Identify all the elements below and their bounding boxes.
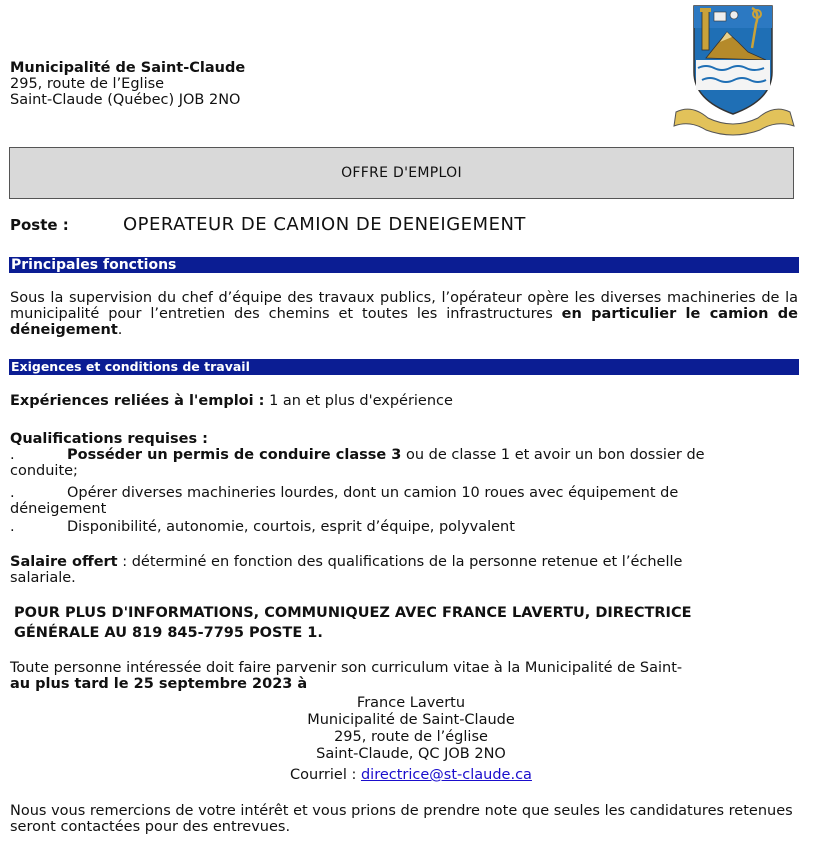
application-deadline: au plus tard le 25 septembre 2023 à bbox=[10, 676, 308, 692]
contact-city: Saint-Claude, QC JOB 2NO bbox=[316, 746, 506, 762]
contact-email-line bbox=[0, 767, 822, 784]
qualification-item bbox=[10, 447, 770, 479]
job-offer-title-box: OFFRE D'EMPLOI bbox=[9, 147, 794, 199]
contact-name: France Lavertu bbox=[356, 695, 466, 711]
bullet-marker: . bbox=[10, 447, 15, 463]
qualification-bold: Posséder un permis de conduire classe 3 bbox=[67, 447, 402, 463]
qualification-item bbox=[10, 485, 770, 517]
contact-organization: Municipalité de Saint-Claude bbox=[307, 712, 515, 728]
qualification-text: Disponibilité, autonomie, courtois, esprit d’équipe, polyvalent bbox=[67, 519, 515, 535]
salary-label: Salaire offert bbox=[10, 554, 118, 570]
application-paragraph bbox=[10, 660, 798, 692]
functions-text: Sous la supervision du chef d’équipe des travaux publics, l’opérateur opère les diverses machineries de la municipalité pour l’entretien des chemins et toutes les infrastructures bbox=[10, 290, 798, 322]
address-line-2: Saint-Claude (Québec) JOB 2NO bbox=[10, 92, 241, 108]
salary-line bbox=[10, 554, 750, 586]
bullet-marker: . bbox=[10, 519, 15, 535]
qualification-item bbox=[10, 519, 770, 535]
section-heading-functions: Principales fonctions bbox=[9, 257, 799, 273]
contact-street: 295, route de l’église bbox=[334, 729, 488, 745]
municipality-name: Municipalité de Saint-Claude bbox=[10, 60, 246, 76]
qualification-text: ou de classe 1 et avoir un bon dossier de conduite; bbox=[10, 447, 705, 479]
functions-paragraph bbox=[10, 290, 798, 338]
information-line-2: GÉNÉRALE AU 819 845-7795 POSTE 1. bbox=[14, 625, 323, 641]
functions-text-end: . bbox=[117, 322, 123, 338]
contact-block bbox=[0, 695, 822, 784]
municipality-coat-of-arms-logo bbox=[672, 2, 800, 138]
section-heading-requirements: Exigences et conditions de travail bbox=[9, 359, 799, 375]
experience-line bbox=[10, 393, 798, 409]
address-line-1: 295, route de l’Eglise bbox=[10, 76, 165, 92]
salary-text: : déterminé en fonction des qualifications de la personne retenue et l’échelle salariale. bbox=[10, 554, 683, 586]
application-text: Toute personne intéressée doit faire parvenir son curriculum vitae à la Municipalité de Saint- bbox=[10, 660, 683, 676]
email-label: Courriel : bbox=[290, 767, 357, 783]
position-label: Poste : bbox=[10, 216, 69, 234]
municipality-address bbox=[10, 60, 245, 108]
experience-value: 1 an et plus d'expérience bbox=[269, 393, 453, 409]
qualifications-label: Qualifications requises : bbox=[10, 431, 208, 447]
position-title: OPERATEUR DE CAMION DE DENEIGEMENT bbox=[123, 214, 526, 235]
email-link[interactable]: directrice@st-claude.ca bbox=[360, 767, 532, 783]
bullet-marker: . bbox=[10, 485, 15, 501]
information-line-1: POUR PLUS D'INFORMATIONS, COMMUNIQUEZ AVEC FRANCE LAVERTU, DIRECTRICE bbox=[14, 605, 692, 621]
experience-label: Expériences reliées à l'emploi : bbox=[10, 393, 265, 409]
functions-text-bold: en particulier le camion de déneigement bbox=[10, 306, 798, 338]
closing-paragraph: Nous vous remercions de votre intérêt et vous prions de prendre note que seules les candidatures retenues seront contactées pour des entrevues. bbox=[10, 803, 793, 835]
qualification-text: Opérer diverses machineries lourdes, dont un camion 10 roues avec équipement de déneigement bbox=[10, 485, 679, 517]
information-notice bbox=[14, 603, 692, 643]
